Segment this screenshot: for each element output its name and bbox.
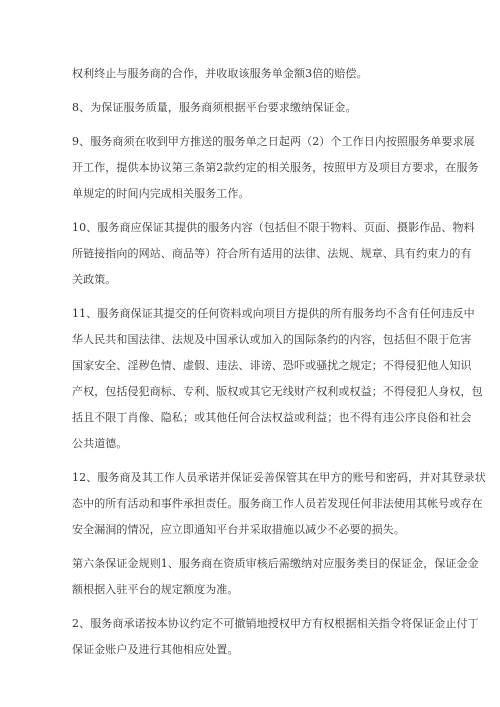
paragraph-4	[72, 215, 475, 293]
text-line: 开工作，提供本协议第三条第2款约定的相关服务，按照甲方及项目方要求，在服务	[72, 161, 479, 174]
paragraph-8	[72, 611, 479, 663]
text-line: 10、服务商应保证其提供的服务内容（包括但不限于物料、页面、摄影作品、物料	[72, 221, 475, 234]
paragraph-6	[72, 465, 486, 543]
text-line: 11、服务商保证其提交的任何资料或向项目方提供的所有服务均不含有任何违反中	[72, 307, 475, 320]
text-line: 国家安全、淫秽色情、虚假、违法、诽谤、恐吓或骚扰之规定；不得侵犯他人知识	[72, 359, 472, 372]
text-line: 保证金账户及进行其他相应处置。	[72, 643, 239, 656]
paragraph-5	[72, 301, 483, 457]
text-line: 括且不限丁肖像、隐私；或其他任何合法权益或利益；也不得有违公序良俗和社会	[72, 411, 472, 424]
paragraph-3	[72, 129, 479, 207]
text-line: 第六条保证金规则1、服务商在资质审核后需缴纳对应服务类目的保证金，保证金金	[72, 557, 479, 570]
text-line: 公共道德。	[72, 437, 128, 450]
document-body	[72, 61, 486, 671]
text-line: 额根据入驻平台的规定额度为准。	[72, 583, 239, 596]
paragraph-2	[72, 95, 438, 121]
text-line: 态中的所有活动和事件承担责任。服务商工作人员若发现任何非法使用其帐号或存在	[72, 497, 483, 510]
text-line: 2、服务商承诺按本协议约定不可撤销地授权甲方有权根据相关指令将保证金止付丁	[72, 617, 479, 630]
text-line: 华人民共和国法律、法规及中国承认或加入的国际条约的内容，包括但不限于危害	[72, 333, 472, 346]
paragraph-1	[72, 61, 438, 87]
text-line: 12、服务商及其工作人员承诺并保证妥善保管其在甲方的账号和密码，并对其登录状	[72, 471, 486, 484]
text-line: 权利终止与服务商的合作，并收取该服务单金额3倍的赔偿。	[72, 67, 368, 80]
text-line: 安全漏洞的情况，应立即通知平台并采取措施以减少不必要的损失。	[72, 523, 405, 536]
text-line: 单规定的时间内完成相关服务工作。	[72, 187, 250, 200]
paragraph-7	[72, 551, 479, 603]
text-line: 8、为保证服务质量，服务商须根据平台要求缴纳保证金。	[72, 101, 357, 114]
text-line: 9、服务商须在收到甲方推送的服务单之日起两（2）个工作日内按照服务单要求展	[72, 135, 475, 148]
text-line: 所链接指向的网站、商品等）符合所有适用的法律、法规、规章、具有约束力的有	[72, 247, 472, 260]
text-line: 产权，包括侵犯商标、专利、版权或其它无线财产权利或权益；不得侵犯人身权，包	[72, 385, 483, 398]
text-line: 关政策。	[72, 273, 117, 286]
